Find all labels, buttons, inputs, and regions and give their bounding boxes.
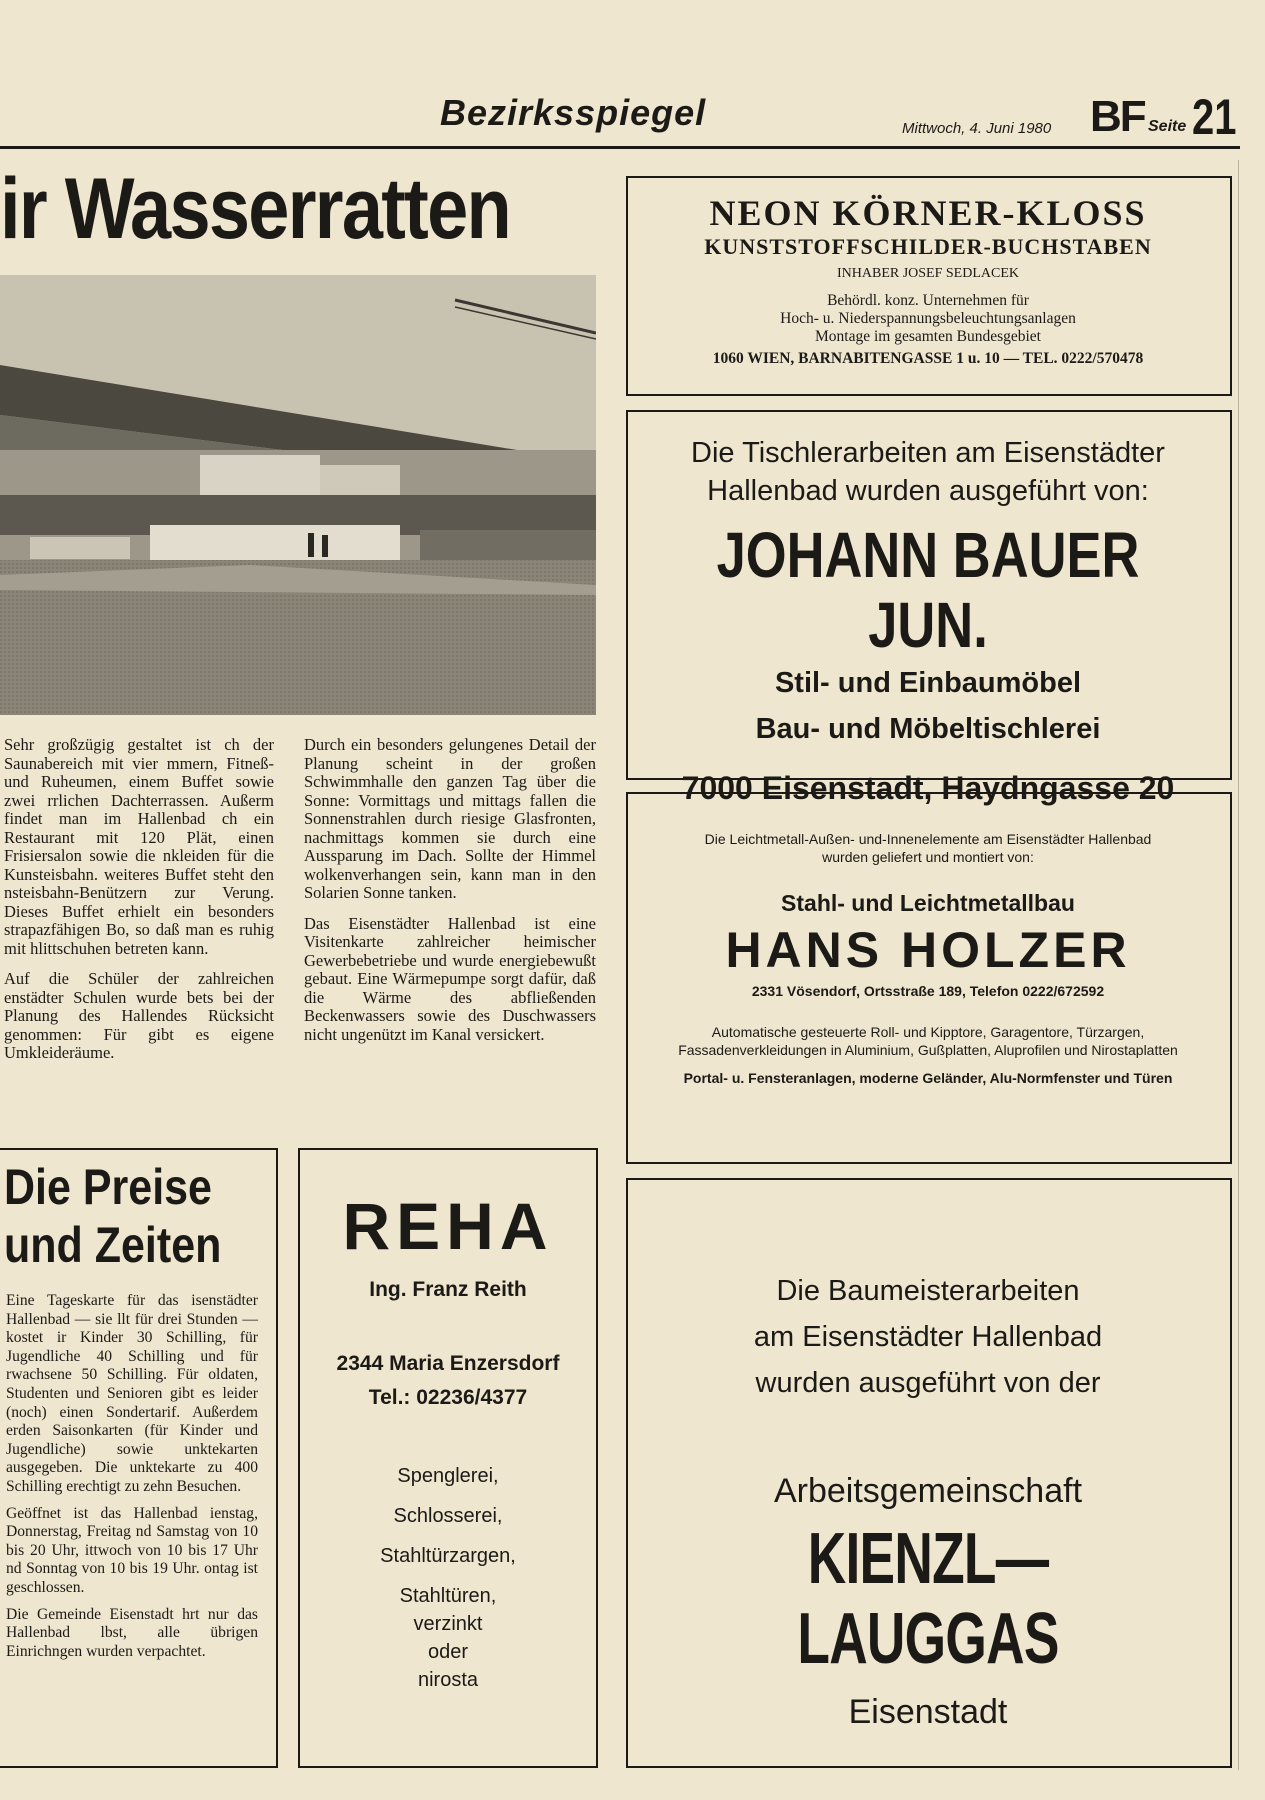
holzer-intro: Die Leichtmetall-Außen- und-Innenelemente am Eisenstädter Hallenbad <box>704 831 1152 847</box>
holzer-name: HANS HOLZER <box>725 922 1131 978</box>
reha-owner: Ing. Franz Reith <box>369 1278 527 1301</box>
neon-description <box>628 292 1228 346</box>
hallenbad-photo <box>0 275 596 715</box>
reha-title: REHA <box>342 1189 554 1263</box>
holzer-intro: wurden geliefert und montiert von: <box>822 849 1034 865</box>
article-column-2 <box>304 736 596 1056</box>
kienzl-intro: Die Baumeisterarbeiten <box>776 1275 1080 1307</box>
bauer-address: 7000 Eisenstadt, Haydngasse 20 <box>681 770 1175 806</box>
preise-heading <box>4 1158 221 1274</box>
article-paragraph: Sehr großzügig gestaltet ist ch der Saunabereich mit vier mmern, Fitneß- und Ruheumen, einem Buffet sowie zwei rrlichen Dachterrassen. Außerm findet man im Hallenbad ch ein Restaurant mit 120 Plät, einen Frisiersalon sowie die nkleiden für die Kunsteisbahn. weiteres Buffet steht den nsteisbahn-Benützern zur Verung. Dieses Buffet erhielt ein besonders strapazfähigen Bo, so daß man es ruhig mit hlittschuhen betreten kann. <box>4 735 274 958</box>
neon-title: NEON KÖRNER-KLOSS <box>709 193 1147 233</box>
issue-date: Mittwoch, 4. Juni 1980 <box>902 120 1052 137</box>
reha-phone: Tel.: 02236/4377 <box>368 1386 528 1409</box>
kienzl-intro: wurden ausgeführt von der <box>755 1367 1101 1399</box>
article-column-1 <box>4 736 274 1075</box>
reha-ad <box>300 1150 596 1694</box>
bauer-line: Stil- und Einbaumöbel <box>774 667 1082 699</box>
reha-service: Stahltüren, <box>399 1585 497 1607</box>
preise-heading-line-2: und Zeiten <box>4 1217 222 1273</box>
article-paragraph: Auf die Schüler der zahlreichen enstädter Schulen wurde bets bei der Planung des Hallendes Rücksicht genommen: Für gibt es eigene Umkleideräume. <box>4 969 274 1062</box>
article-paragraph: Durch ein besonders gelungenes Detail der Planung scheint in der großen Schwimmhalle den ganzen Tag über die Sonne: Vormittags und mittags fallen die Sonnenstrahlen durch riesige Glasfronten, nachmittags kommen sie durch eine Aussparung im Dach. Sollte der Himmel wolkenverhangen sein, kann man in den Solarien Sonne tanken. <box>304 735 596 902</box>
header-rule <box>0 146 1240 149</box>
reha-service: nirosta <box>417 1669 479 1691</box>
bauer-line: Bau- und Möbeltischlerei <box>755 713 1101 745</box>
reha-service: Spenglerei, <box>397 1465 499 1487</box>
reha-address: 2344 Maria Enzersdorf <box>336 1352 560 1375</box>
bauer-ad <box>628 434 1228 807</box>
kienzl-ad <box>628 1268 1228 1732</box>
holzer-portal: Portal- u. Fensteranlagen, moderne Geländer, Alu-Normfenster und Türen <box>683 1070 1173 1086</box>
reha-service: verzinkt <box>413 1613 483 1635</box>
reha-services <box>300 1462 596 1694</box>
preise-paragraph: Eine Tageskarte für das isenstädter Hallenbad — sie llt für drei Stunden — kostet ir Kinder 30 Schilling, für Jugendliche 40 Schilling und für rwachsene 50 Schilling. Für oldaten, Studenten und Senioren gibt es leider (noch) einen Sondertarif. Außerdem erden Saisonkarten (für Kinder und Jugendliche) sowie unktekarten ausgegeben. Die unktekarte zu 400 Schilling erechtigt zu zehn Besuchen. <box>6 1292 258 1495</box>
neon-owner: INHABER JOSEF SEDLACEK <box>836 266 1019 281</box>
article-headline: ir Wasserratten <box>0 161 510 257</box>
neon-subtitle: KUNSTSTOFFSCHILDER-BUCHSTABEN <box>704 234 1152 259</box>
neon-line: Montage im gesamten Bundesgebiet <box>815 328 1041 345</box>
holzer-products: Automatische gesteuerte Roll- und Kipptore, Garagentore, Türzargen, Fassadenverkleidungen in Aluminium, Gußplatten, Aluprofilen und Nirostaplatten <box>678 1024 1178 1058</box>
preise-heading-line-1: Die Preise <box>4 1159 212 1215</box>
section-title: Bezirksspiegel <box>440 92 707 133</box>
neon-line: Hoch- u. Niederspannungsbeleuchtungsanlagen <box>780 310 1076 327</box>
holzer-ad <box>640 830 1216 1087</box>
kienzl-arge: Arbeitsgemeinschaft <box>773 1472 1083 1510</box>
reha-service: Stahltürzargen, <box>380 1545 516 1567</box>
page-number: 21 <box>1192 89 1237 145</box>
neon-line: Behördl. konz. Unternehmen für <box>827 292 1029 309</box>
kienzl-name: KIENZL—LAUGGAS <box>797 1519 1059 1679</box>
reha-service: Schlosserei, <box>393 1505 503 1527</box>
holzer-trade: Stahl- und Leichtmetallbau <box>781 890 1075 916</box>
bauer-intro: Die Tischlerarbeiten am Eisenstädter <box>691 437 1165 469</box>
reha-service: oder <box>427 1641 469 1663</box>
preise-text <box>6 1292 258 1669</box>
article-paragraph: Das Eisenstädter Hallenbad ist eine Visitenkarte zahlreicher heimischer Gewerbebetriebe und wurde energiebewußt gebaut. Eine Wärmepumpe sorgt dafür, daß die Wärme des abfließenden Beckenwassers sowie des Duschwassers nicht ungenützt im Kanal versickert. <box>304 913 596 1044</box>
paper-logo: BF <box>1090 92 1145 141</box>
neon-address: 1060 WIEN, BARNABITENGASSE 1 u. 10 — TEL. 0222/570478 <box>712 350 1144 367</box>
kienzl-intro: am Eisenstädter Hallenbad <box>753 1321 1103 1353</box>
neon-ad <box>628 192 1228 368</box>
page-edge <box>1238 160 1239 1770</box>
preise-paragraph: Geöffnet ist das Hallenbad ienstag, Donnerstag, Freitag nd Samstag von 10 bis 20 Uhr, ittwoch von 10 bis 17 Uhr nd Sonntag von 10 bis 19 Uhr. ontag ist geschlossen. <box>6 1504 258 1596</box>
kienzl-city: Eisenstadt <box>848 1693 1008 1731</box>
preise-paragraph: Die Gemeinde Eisenstadt hrt nur das Hallenbad lbst, alle übrigen Einrichngen wurden verpachtet. <box>6 1605 258 1660</box>
holzer-address: 2331 Vösendorf, Ortsstraße 189, Telefon 0222/672592 <box>751 983 1105 999</box>
page-label: Seite <box>1148 118 1187 135</box>
bauer-name: JOHANN BAUER JUN. <box>716 519 1140 661</box>
bauer-intro: Hallenbad wurden ausgeführt von: <box>707 475 1149 507</box>
